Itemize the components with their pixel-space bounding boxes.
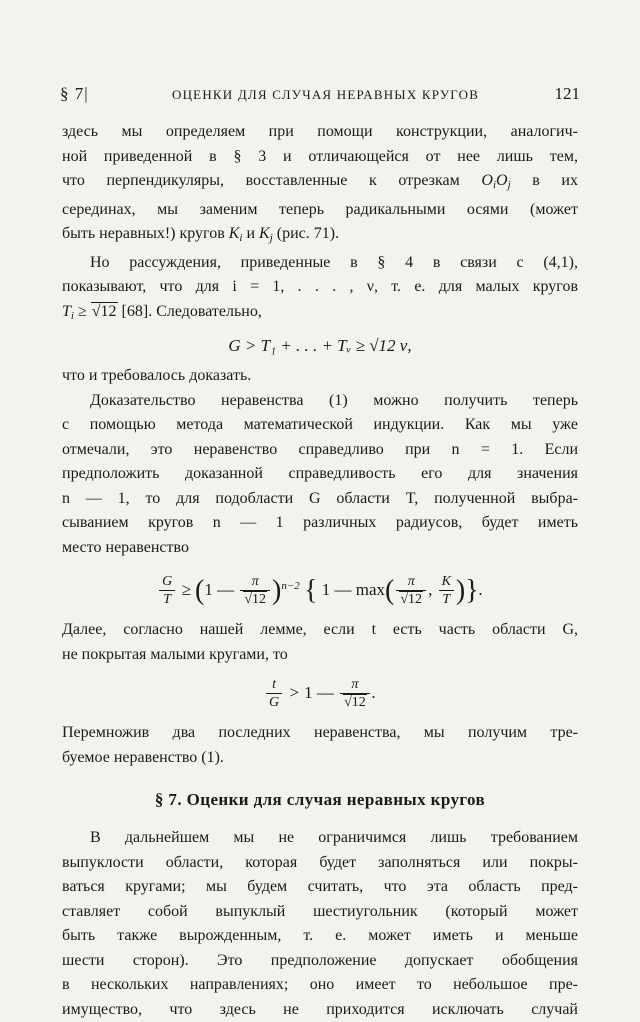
line: сыванием кругов n — 1 различных радиусов, будет иметь — [62, 511, 578, 536]
line: n — 1, то для подобласти G области T, полученной выбра- — [62, 487, 578, 512]
line: что и требовалось доказать. — [62, 364, 578, 389]
page-number: 121 — [555, 84, 581, 104]
line: с помощью метода математической индукции. Как мы уже — [62, 413, 578, 438]
line: быть неравных!) кругов $K_i$ и $K_j$ (рис. 71). — [62, 222, 578, 251]
formula-1: G > T₁ + . . . + Tᵥ ≥ √12 ν, — [62, 336, 578, 356]
line: ставляет собой выпуклый шестиугольник (который может — [62, 900, 578, 925]
line: быть также вырожденным, т. е. может иметь и меньше — [62, 924, 578, 949]
header-section: § 7| — [60, 84, 89, 104]
line: здесь мы определяем при помощи конструкции, аналогич- — [62, 120, 578, 145]
line: серединах, мы заменим теперь радикальными осями (может — [62, 198, 578, 223]
line: не покрытая малыми кругами, то — [62, 643, 578, 668]
line: Далее, согласно нашей лемме, если t есть часть области G, — [62, 618, 578, 643]
formula-2: $\frac{G}{T}$ ≥ (1 — $\frac{\pi}{√12}$ )$^{n-2}$ { 1 — max( $\frac{\pi}{√12}$ , $\frac{K}{T}$ )}. — [62, 574, 578, 608]
line: Доказательство неравенства (1) можно получить теперь — [62, 389, 578, 414]
running-header — [60, 84, 580, 110]
line: ваться кругами; мы будем считать, что эта область пред- — [62, 875, 578, 900]
section-heading: § 7. Оценки для случая неравных кругов — [62, 790, 578, 810]
paragraph-2 — [62, 251, 578, 329]
line: имущество, что здесь не приходится исключать случай — [62, 998, 578, 1022]
line: шести сторон). Это предположение допускает обобщения — [62, 949, 578, 974]
line: показывают, что для i = 1, . . . , ν, т. е. для малых кругов — [62, 275, 578, 300]
paragraph-5 — [62, 721, 578, 770]
line: место неравенство — [62, 536, 578, 561]
line: предположить доказанной справедливость его для значения — [62, 462, 578, 487]
line: в нескольких направлениях; оно имеет то небольшое пре- — [62, 973, 578, 998]
line: буемое неравенство (1). — [62, 746, 578, 771]
line: $T_i \ge √12$ [68]. Следовательно, — [62, 300, 578, 329]
page-body — [62, 120, 578, 1022]
line: отмечали, это неравенство справедливо при n = 1. Если — [62, 438, 578, 463]
paragraph-1 — [62, 120, 578, 251]
line: что перпендикуляры, восставленные к отрезкам $O_iO_j$ в их — [62, 169, 578, 198]
line: Перемножив два последних неравенства, мы получим тре- — [62, 721, 578, 746]
formula-3: $\frac{t}{G}$ > 1 — $\frac{\pi}{√12}$ . — [62, 677, 578, 711]
paragraph-4 — [62, 618, 578, 667]
line: ной приведенной в § 3 и отличающейся от нее лишь тем, — [62, 145, 578, 170]
line: В дальнейшем мы не ограничимся лишь требованием — [62, 826, 578, 851]
paragraph-6 — [62, 826, 578, 1022]
paragraph-qed — [62, 364, 578, 389]
paragraph-3 — [62, 389, 578, 561]
header-running-title: ОЦЕНКИ ДЛЯ СЛУЧАЯ НЕРАВНЫХ КРУГОВ — [172, 87, 479, 103]
line: выпуклости области, которая будет заполняться или покры- — [62, 851, 578, 876]
line: Но рассуждения, приведенные в § 4 в связи с (4,1), — [62, 251, 578, 276]
